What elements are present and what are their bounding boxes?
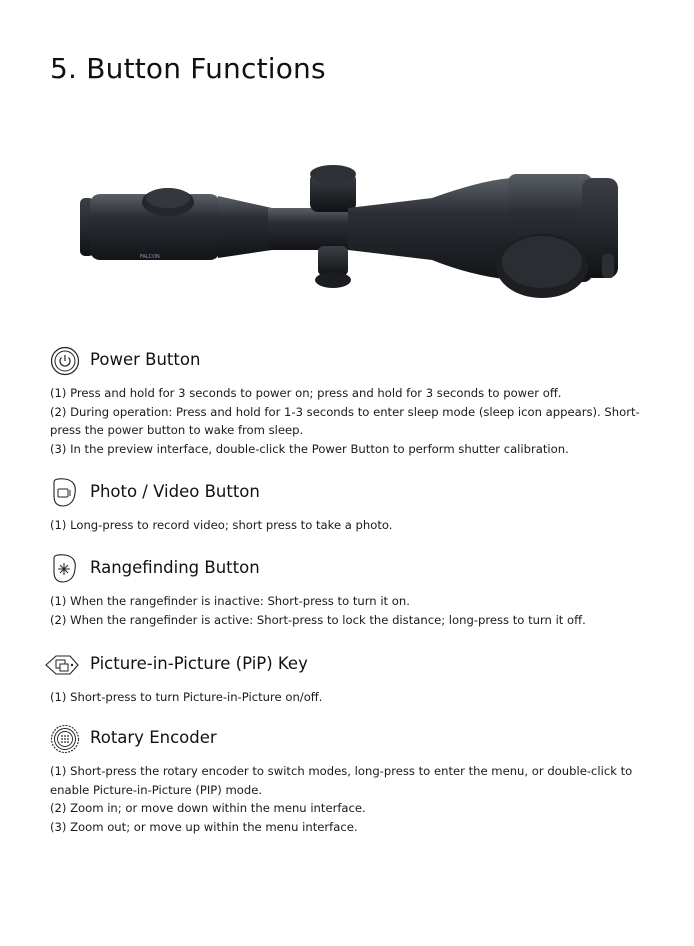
section-line: (1) When the rangefinder is inactive: Short-press to turn it on. xyxy=(50,594,410,608)
section-line: (2) During operation: Press and hold for 1-3 seconds to enter sleep mode (sleep icon appears). Short-press the power button to wake from sleep. xyxy=(50,404,640,437)
rotary-encoder-icon xyxy=(50,724,80,754)
section-title: Rangefinding Button xyxy=(90,558,260,577)
rangefinder-icon xyxy=(50,554,80,584)
section-line: (3) In the preview interface, double-click the Power Button to perform shutter calibration. xyxy=(50,441,569,456)
section-power-button xyxy=(50,346,660,458)
section-photo-video-button xyxy=(50,478,660,535)
pip-icon xyxy=(44,650,80,680)
section-line: (1) Short-press the rotary encoder to switch modes, long-press to enter the menu, or double-click to enable Picture-in-Picture (PIP) mode. xyxy=(50,764,633,797)
page-title: 5. Button Functions xyxy=(50,52,326,85)
section-line: (2) When the rangefinder is active: Short-press to lock the distance; long-press to turn it off. xyxy=(50,612,586,627)
section-line: (1) Long-press to record video; short press to take a photo. xyxy=(50,518,393,532)
section-title: Photo / Video Button xyxy=(90,482,260,501)
section-line: (1) Press and hold for 3 seconds to power on; press and hold for 3 seconds to power off. xyxy=(50,386,562,400)
section-pip-key xyxy=(50,650,660,707)
section-rotary-encoder xyxy=(50,724,660,836)
section-title: Picture-in-Picture (PiP) Key xyxy=(90,654,308,673)
camera-icon xyxy=(50,478,80,508)
brand-mark: FALCON xyxy=(140,254,160,260)
section-title: Rotary Encoder xyxy=(90,728,217,747)
section-line: (1) Short-press to turn Picture-in-Picture on/off. xyxy=(50,690,323,704)
power-icon xyxy=(50,346,80,376)
section-title: Power Button xyxy=(90,350,201,369)
section-rangefinding-button xyxy=(50,554,660,629)
section-line: (3) Zoom out; or move up within the menu interface. xyxy=(50,819,358,834)
section-line: (2) Zoom in; or move down within the menu interface. xyxy=(50,801,366,815)
scope-image xyxy=(72,158,632,308)
